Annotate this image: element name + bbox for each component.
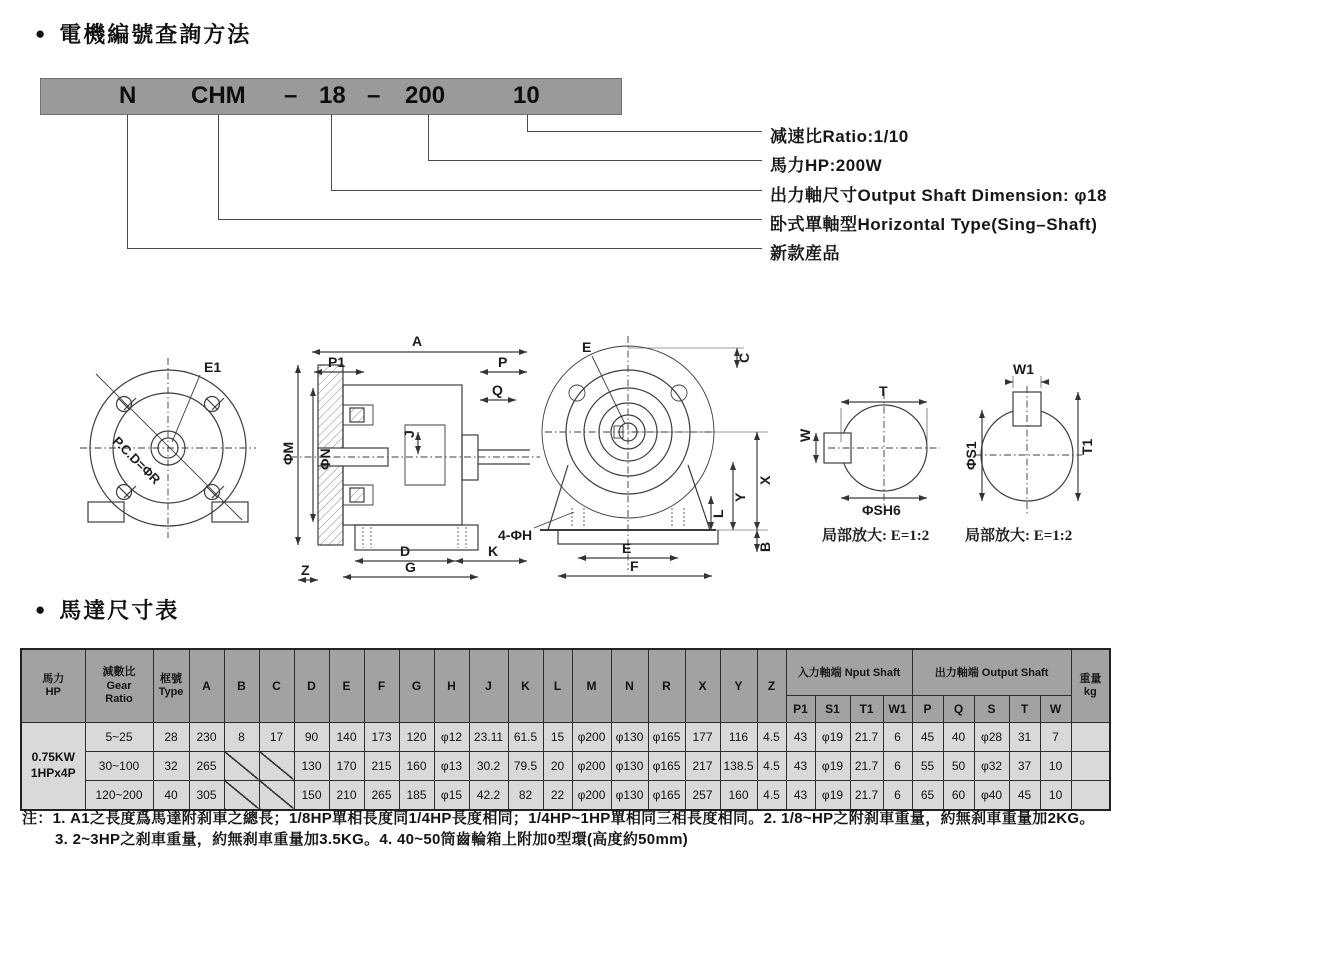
header-gear-en1: Gear [106, 679, 132, 692]
header-hp-cjk: 馬力 [42, 672, 65, 685]
label-d: D [400, 543, 411, 559]
header-Y: Y [720, 649, 757, 722]
code-dash-2: – [367, 82, 381, 109]
table-cell: 160 [720, 780, 757, 810]
table-cell: 40 [943, 722, 974, 751]
table-cell: 45 [912, 722, 943, 751]
label-e-leader: E [582, 339, 592, 355]
detail1-caption: 局部放大: E=1:2 [822, 528, 930, 544]
header-W: W [1040, 695, 1071, 722]
table-cell: 6 [883, 751, 912, 780]
header-type-cjk: 框號 [160, 672, 182, 685]
header-weight-cjk: 重量 [1079, 672, 1102, 685]
table-cell: 30.2 [469, 751, 508, 780]
hp-group-line: 1HPx4P [30, 765, 76, 780]
label-b: B [757, 541, 773, 552]
table-cell: φ40 [974, 780, 1009, 810]
header-P: P [912, 695, 943, 722]
note-line-1: 注：1. A1之長度爲馬達附刹車之總長；1/8HP單相長度同1/4HP長度相同；1/4HP~1HP單相同三相長度相同。2. 1/8~HP之附刹車重量，約無刹車重量加2KG。 [22, 810, 1095, 827]
table-cell: 265 [189, 751, 224, 780]
header-T: T [1009, 695, 1040, 722]
table-cell: 23.11 [469, 722, 508, 751]
table-cell: 10 [1040, 780, 1071, 810]
table-cell: 138.5 [720, 751, 757, 780]
label-4-phi-h: 4-ΦH [498, 527, 533, 543]
table-cell: φ12 [434, 722, 469, 751]
header-X: X [685, 649, 720, 722]
connector-hline [218, 219, 762, 220]
table-cell: 230 [189, 722, 224, 751]
label-w1: W1 [1013, 361, 1034, 377]
table-row [21, 751, 1110, 780]
table-cell: 61.5 [508, 722, 543, 751]
gearbox-view-drawing [498, 336, 773, 576]
table-cell: 21.7 [850, 722, 883, 751]
table-cell: 15 [543, 722, 572, 751]
header-L: L [543, 649, 572, 722]
table-cell: 130 [294, 751, 329, 780]
label-k: K [488, 543, 499, 559]
table-cell: 170 [329, 751, 364, 780]
table-cell: 120~200 [85, 780, 153, 810]
table-cell [1071, 780, 1110, 810]
hp-group-cell [21, 722, 85, 810]
header-S: S [974, 695, 1009, 722]
bullet-icon: ● [35, 24, 48, 43]
table-cell: φ19 [815, 751, 850, 780]
motor-dimension-table [20, 648, 1111, 811]
table-cell: φ28 [974, 722, 1009, 751]
table-cell: φ19 [815, 722, 850, 751]
header-weight-en: kg [1083, 686, 1097, 699]
technical-drawings [0, 330, 1321, 588]
table-cell: 217 [685, 751, 720, 780]
label-p: P [498, 354, 508, 370]
section1-title [35, 18, 251, 49]
label-y: Y [732, 492, 748, 502]
table-cell: 6 [883, 780, 912, 810]
model-code-bar [40, 78, 622, 115]
table-cell: 32 [153, 751, 189, 780]
table-cell: φ130 [611, 722, 648, 751]
header-P1: P1 [786, 695, 815, 722]
table-cell: 79.5 [508, 751, 543, 780]
header-R: R [648, 649, 685, 722]
header-Q: Q [943, 695, 974, 722]
table-cell: φ19 [815, 780, 850, 810]
table-cell: 120 [399, 722, 434, 751]
section1-title-text: 電機編號查詢方法 [59, 22, 252, 47]
label-phi-m: ΦM [280, 441, 296, 465]
table-cell: 60 [943, 780, 974, 810]
table-cell [224, 780, 259, 810]
section2-title [35, 594, 179, 625]
label-x: X [757, 475, 773, 485]
table-cell: 43 [786, 780, 815, 810]
table-cell: 116 [720, 722, 757, 751]
label-l: L [710, 509, 726, 518]
table-cell: φ13 [434, 751, 469, 780]
header-output-shaft: 出力軸端 Output Shaft [912, 649, 1071, 695]
header-B: B [224, 649, 259, 722]
table-cell: φ32 [974, 751, 1009, 780]
table-cell: 50 [943, 751, 974, 780]
label-e: E [622, 540, 632, 556]
header-D: D [294, 649, 329, 722]
table-cell: 185 [399, 780, 434, 810]
code-label-power: 馬力HP:200W [770, 156, 883, 175]
table-cell: 17 [259, 722, 294, 751]
table-cell: 4.5 [757, 722, 786, 751]
table-cell: 265 [364, 780, 399, 810]
table-cell: 210 [329, 780, 364, 810]
table-cell [1071, 722, 1110, 751]
table-cell: 30~100 [85, 751, 153, 780]
code-part-shaft: 18 [319, 82, 346, 109]
code-label-type: 卧式單軸型Horizontal Type(Sing–Shaft) [770, 215, 1098, 234]
header-T1: T1 [850, 695, 883, 722]
table-cell: φ130 [611, 751, 648, 780]
shaft-detail-1-drawing [797, 383, 940, 544]
label-g: G [405, 559, 416, 575]
table-cell: 160 [399, 751, 434, 780]
connector-hline [127, 248, 762, 249]
table-cell: 90 [294, 722, 329, 751]
header-gear-en2: Ratio [105, 692, 133, 705]
table-cell: 43 [786, 751, 815, 780]
table-row [21, 722, 1110, 751]
table-cell: 8 [224, 722, 259, 751]
table-cell: 140 [329, 722, 364, 751]
header-gear-cjk: 減數比 [102, 666, 136, 679]
code-part-ratio: 10 [513, 82, 540, 109]
table-cell: 6 [883, 722, 912, 751]
table-cell: 7 [1040, 722, 1071, 751]
header-input-shaft: 入力軸端 Nput Shaft [786, 649, 912, 695]
shaft-detail-2-drawing [963, 361, 1095, 544]
table-cell: 173 [364, 722, 399, 751]
label-a: A [412, 333, 423, 349]
label-w: W [797, 428, 813, 442]
code-part-new: N [119, 82, 137, 109]
connector-hline [331, 190, 762, 191]
table-cell: 21.7 [850, 751, 883, 780]
table-cell [224, 751, 259, 780]
header-weight [1071, 649, 1110, 722]
header-type [153, 649, 189, 722]
header-A: A [189, 649, 224, 722]
label-p1: P1 [328, 354, 346, 370]
table-cell: 22 [543, 780, 572, 810]
header-K: K [508, 649, 543, 722]
table-cell: 5~25 [85, 722, 153, 751]
hp-group-line: 0.75KW [31, 749, 75, 764]
table-cell: 257 [685, 780, 720, 810]
label-f: F [630, 558, 639, 574]
table-cell [1071, 751, 1110, 780]
label-t1: T1 [1079, 438, 1095, 455]
front-view-drawing [80, 358, 256, 538]
table-cell: φ165 [648, 722, 685, 751]
header-M: M [572, 649, 611, 722]
label-pcd: P.C.D=ΦR [109, 433, 164, 488]
table-cell: 40 [153, 780, 189, 810]
connector-vline [428, 115, 429, 160]
header-Z: Z [757, 649, 786, 722]
table-cell: φ15 [434, 780, 469, 810]
table-cell: 55 [912, 751, 943, 780]
table-cell: 42.2 [469, 780, 508, 810]
table-cell: 28 [153, 722, 189, 751]
table-cell [259, 751, 294, 780]
header-hp-en: HP [45, 686, 61, 699]
connector-vline [218, 115, 219, 219]
label-c: C [736, 352, 752, 363]
header-J: J [469, 649, 508, 722]
table-cell: 4.5 [757, 780, 786, 810]
table-cell: φ130 [611, 780, 648, 810]
code-label-ratio: 减速比Ratio:1/10 [770, 127, 909, 146]
table-cell: 31 [1009, 722, 1040, 751]
header-gear-ratio [85, 649, 153, 722]
table-cell: 37 [1009, 751, 1040, 780]
table-cell: 20 [543, 751, 572, 780]
code-label-new-product: 新款産品 [770, 244, 840, 263]
connector-hline [428, 160, 762, 161]
table-cell: 177 [685, 722, 720, 751]
label-q: Q [492, 382, 503, 398]
label-z: Z [301, 562, 310, 578]
table-cell: 45 [1009, 780, 1040, 810]
table-cell: 4.5 [757, 751, 786, 780]
header-E: E [329, 649, 364, 722]
header-G: G [399, 649, 434, 722]
label-phi-n: ΦN [317, 448, 333, 470]
code-label-shaft-dim: 出力軸尺寸Output Shaft Dimension: φ18 [770, 186, 1107, 205]
table-notes [22, 808, 1095, 850]
header-H: H [434, 649, 469, 722]
connector-vline [127, 115, 128, 248]
table-cell: φ165 [648, 780, 685, 810]
section2-title-text: 馬達尺寸表 [59, 598, 180, 623]
dim-table-body [21, 722, 1110, 810]
table-row [21, 780, 1110, 810]
connector-vline [527, 115, 528, 131]
header-W1: W1 [883, 695, 912, 722]
table-cell: 215 [364, 751, 399, 780]
table-cell: φ200 [572, 722, 611, 751]
header-hp [21, 649, 85, 722]
note-line-2: 3. 2~3HP之刹車重量，約無刹車重量加3.5KG。4. 40~50筒齒輪箱上附加0型環(高度約50mm) [55, 831, 689, 848]
table-cell: 305 [189, 780, 224, 810]
table-cell [259, 780, 294, 810]
code-part-power: 200 [405, 82, 446, 109]
header-S1: S1 [815, 695, 850, 722]
table-cell: 65 [912, 780, 943, 810]
detail2-caption: 局部放大: E=1:2 [965, 528, 1073, 544]
table-cell: 21.7 [850, 780, 883, 810]
table-cell: φ165 [648, 751, 685, 780]
code-dash-1: – [284, 82, 298, 109]
table-cell: φ200 [572, 751, 611, 780]
header-type-en: Type [158, 686, 184, 699]
table-cell: 43 [786, 722, 815, 751]
label-phi-s1: ΦS1 [963, 441, 979, 470]
table-cell: 150 [294, 780, 329, 810]
table-cell: 10 [1040, 751, 1071, 780]
label-e1: E1 [204, 359, 222, 375]
table-cell: φ200 [572, 780, 611, 810]
code-part-series: CHM [191, 82, 246, 109]
label-t: T [879, 383, 888, 399]
connector-vline [331, 115, 332, 190]
header-N: N [611, 649, 648, 722]
bullet-icon: ● [35, 600, 48, 619]
header-C: C [259, 649, 294, 722]
connector-hline [527, 131, 762, 132]
header-F: F [364, 649, 399, 722]
table-cell: 82 [508, 780, 543, 810]
label-j: J [401, 430, 417, 438]
label-phi-sh6: ΦSH6 [862, 502, 901, 518]
